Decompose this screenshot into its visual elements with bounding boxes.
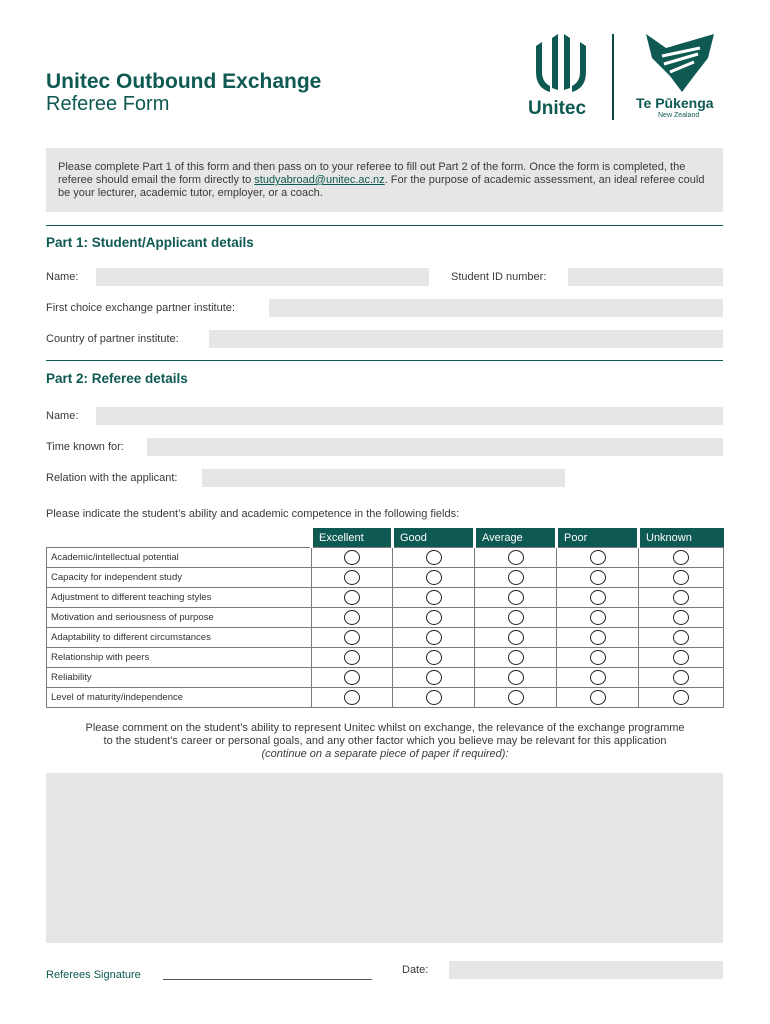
part2-heading: Part 2: Referee details <box>46 371 188 386</box>
rating-cell <box>639 588 724 608</box>
rating-radio-unknown[interactable] <box>673 570 689 585</box>
rating-cell <box>639 548 724 568</box>
email-link[interactable]: studyabroad@unitec.ac.nz <box>254 174 385 186</box>
unitec-logo-text: Unitec <box>528 98 587 119</box>
rating-cell <box>393 608 475 628</box>
rating-criterion: Reliability <box>47 668 312 688</box>
rating-radio-unknown[interactable] <box>673 670 689 685</box>
rating-radio-excellent[interactable] <box>344 550 360 565</box>
rating-radio-poor[interactable] <box>590 690 606 705</box>
rating-radio-good[interactable] <box>426 550 442 565</box>
rating-radio-excellent[interactable] <box>344 630 360 645</box>
unitec-logo <box>528 32 594 122</box>
rating-cell <box>557 668 639 688</box>
divider-part1 <box>46 225 723 226</box>
rating-cell <box>312 568 393 588</box>
rating-cell <box>393 688 475 708</box>
rating-radio-poor[interactable] <box>590 590 606 605</box>
comment-instructions <box>60 722 710 761</box>
intro-text-before: Please complete Part 1 of this form and then pass on to your referee to fill out Part 2 of the form. Once the form is completed, the referee should email the form directly to <box>58 161 686 186</box>
rating-radio-excellent[interactable] <box>344 610 360 625</box>
comment-line-1: Please comment on the student’s ability to represent Unitec whilst on exchange, the relevance of the exchange programme <box>85 722 685 734</box>
rating-radio-average[interactable] <box>508 650 524 665</box>
rating-radio-excellent[interactable] <box>344 570 360 585</box>
rating-header-average: Average <box>475 528 557 548</box>
date-label: Date: <box>402 964 429 976</box>
rating-cell <box>557 628 639 648</box>
rating-radio-average[interactable] <box>508 610 524 625</box>
rating-radio-poor[interactable] <box>590 630 606 645</box>
country-field[interactable] <box>209 330 723 348</box>
rating-criterion: Academic/intellectual potential <box>47 548 312 568</box>
rating-cell <box>393 568 475 588</box>
rating-cell <box>557 608 639 628</box>
rating-cell <box>312 588 393 608</box>
rating-radio-good[interactable] <box>426 590 442 605</box>
student-name-field[interactable] <box>96 268 429 286</box>
rating-radio-unknown[interactable] <box>673 590 689 605</box>
rating-radio-average[interactable] <box>508 630 524 645</box>
rating-radio-average[interactable] <box>508 670 524 685</box>
signature-line[interactable] <box>163 979 372 980</box>
rating-criterion: Capacity for independent study <box>47 568 312 588</box>
time-known-field[interactable] <box>147 438 723 456</box>
time-known-label: Time known for: <box>46 441 124 453</box>
rating-radio-average[interactable] <box>508 570 524 585</box>
rating-cell <box>393 668 475 688</box>
rating-cell <box>557 568 639 588</box>
signature-label: Referees Signature <box>46 969 141 981</box>
rating-radio-good[interactable] <box>426 570 442 585</box>
rating-cell <box>639 628 724 648</box>
te-pukenga-logo-text: Te Pūkenga <box>636 95 714 111</box>
rating-header-poor: Poor <box>557 528 639 548</box>
rating-radio-unknown[interactable] <box>673 610 689 625</box>
rating-header-excellent: Excellent <box>312 528 393 548</box>
rating-header-good: Good <box>393 528 475 548</box>
rating-row <box>47 568 724 588</box>
rating-cell <box>475 608 557 628</box>
rating-radio-average[interactable] <box>508 590 524 605</box>
rating-table <box>46 528 724 708</box>
rating-cell <box>475 568 557 588</box>
indicate-text: Please indicate the student’s ability and academic competence in the following fields: <box>46 508 460 520</box>
rating-row <box>47 588 724 608</box>
rating-cell <box>475 648 557 668</box>
rating-cell <box>639 608 724 628</box>
logo-divider <box>612 34 614 120</box>
rating-radio-average[interactable] <box>508 550 524 565</box>
rating-row <box>47 688 724 708</box>
rating-cell <box>475 688 557 708</box>
rating-radio-poor[interactable] <box>590 650 606 665</box>
comment-line-2: to the student’s career or personal goals, and any other factor which you believe may be relevant for this application <box>103 735 667 747</box>
rating-cell <box>475 548 557 568</box>
rating-cell <box>475 668 557 688</box>
rating-header-blank <box>47 528 312 548</box>
student-id-field[interactable] <box>568 268 723 286</box>
rating-radio-good[interactable] <box>426 650 442 665</box>
comment-line-3: (continue on a separate piece of paper if required): <box>261 748 509 760</box>
rating-row <box>47 668 724 688</box>
part1-heading: Part 1: Student/Applicant details <box>46 235 254 250</box>
rating-radio-poor[interactable] <box>590 570 606 585</box>
te-pukenga-mark-icon <box>636 32 726 94</box>
rating-criterion: Level of maturity/independence <box>47 688 312 708</box>
referee-name-field[interactable] <box>96 407 723 425</box>
rating-radio-unknown[interactable] <box>673 630 689 645</box>
rating-radio-unknown[interactable] <box>673 650 689 665</box>
rating-criterion: Adjustment to different teaching styles <box>47 588 312 608</box>
rating-row <box>47 548 724 568</box>
rating-cell <box>639 668 724 688</box>
rating-radio-unknown[interactable] <box>673 690 689 705</box>
rating-cell <box>312 608 393 628</box>
relation-field[interactable] <box>202 469 565 487</box>
divider-part2 <box>46 360 723 361</box>
rating-cell <box>557 648 639 668</box>
first-choice-label: First choice exchange partner institute: <box>46 302 235 314</box>
rating-row <box>47 628 724 648</box>
rating-cell <box>393 648 475 668</box>
relation-label: Relation with the applicant: <box>46 472 178 484</box>
rating-radio-excellent[interactable] <box>344 590 360 605</box>
intro-text-after: . For the purpose of academic assessment, an ideal referee could be your lecturer, academic tutor, employer, or a coach. <box>58 174 705 199</box>
rating-criterion: Relationship with peers <box>47 648 312 668</box>
rating-cell <box>639 648 724 668</box>
rating-row <box>47 608 724 628</box>
rating-cell <box>312 648 393 668</box>
rating-header-unknown: Unknown <box>639 528 724 548</box>
rating-radio-good[interactable] <box>426 690 442 705</box>
rating-cell <box>312 688 393 708</box>
rating-radio-excellent[interactable] <box>344 670 360 685</box>
rating-criterion: Adaptability to different circumstances <box>47 628 312 648</box>
intro-box <box>46 148 723 212</box>
rating-cell <box>475 588 557 608</box>
rating-cell <box>639 688 724 708</box>
rating-radio-good[interactable] <box>426 670 442 685</box>
rating-radio-unknown[interactable] <box>673 550 689 565</box>
te-pukenga-logo <box>636 32 726 122</box>
rating-radio-poor[interactable] <box>590 610 606 625</box>
rating-cell <box>312 548 393 568</box>
rating-cell <box>312 628 393 648</box>
rating-cell <box>312 668 393 688</box>
rating-radio-excellent[interactable] <box>344 690 360 705</box>
rating-cell <box>475 628 557 648</box>
rating-cell <box>557 688 639 708</box>
country-label: Country of partner institute: <box>46 333 179 345</box>
rating-radio-poor[interactable] <box>590 550 606 565</box>
te-pukenga-logo-subtext: New Zealand <box>658 112 700 119</box>
rating-criterion: Motivation and seriousness of purpose <box>47 608 312 628</box>
rating-row <box>47 648 724 668</box>
rating-radio-poor[interactable] <box>590 670 606 685</box>
rating-cell <box>557 548 639 568</box>
rating-radio-excellent[interactable] <box>344 650 360 665</box>
rating-cell <box>393 628 475 648</box>
rating-radio-good[interactable] <box>426 630 442 645</box>
form-subtitle: Referee Form <box>46 93 170 115</box>
first-choice-field[interactable] <box>269 299 723 317</box>
rating-cell <box>393 548 475 568</box>
comment-box[interactable] <box>46 773 723 943</box>
form-title: Unitec Outbound Exchange <box>46 70 322 93</box>
date-field[interactable] <box>449 961 723 979</box>
rating-cell <box>557 588 639 608</box>
rating-cell <box>639 568 724 588</box>
rating-cell <box>393 588 475 608</box>
student-name-label: Name: <box>46 271 79 283</box>
referee-name-label: Name: <box>46 410 79 422</box>
rating-radio-good[interactable] <box>426 610 442 625</box>
student-id-label: Student ID number: <box>451 271 547 283</box>
rating-radio-average[interactable] <box>508 690 524 705</box>
